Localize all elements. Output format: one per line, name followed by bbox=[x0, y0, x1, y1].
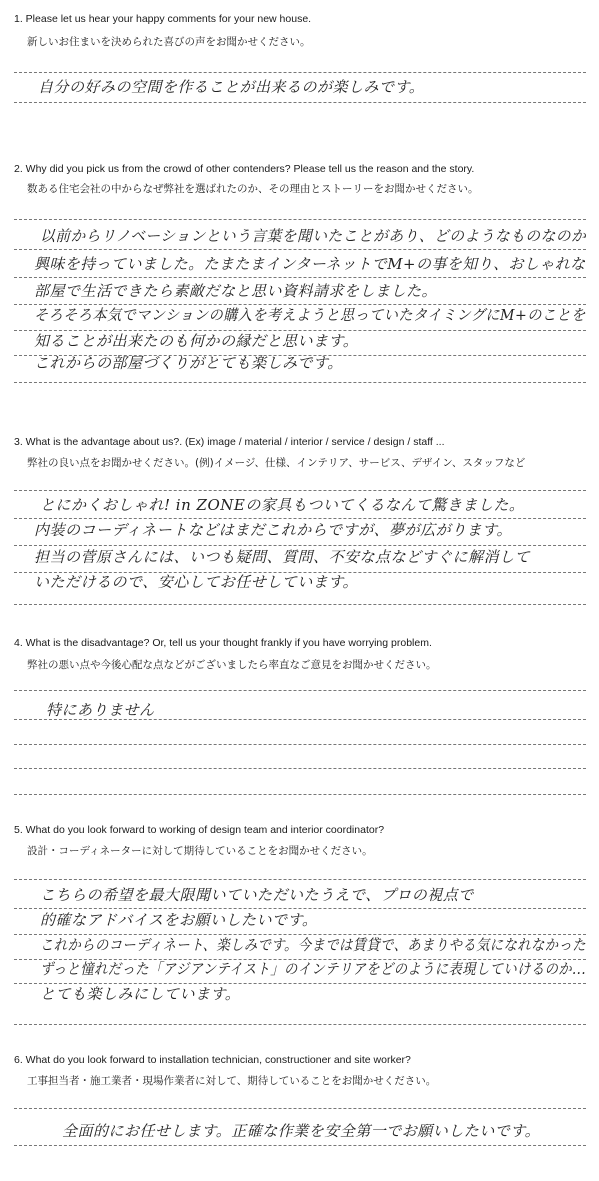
answer-4-line-1: 特にありません bbox=[46, 701, 155, 719]
answer-2-line-1: 以前からリノベーションという言葉を聞いたことがあり、どのようなものなのか bbox=[40, 227, 587, 245]
answer-3-line-1: とにかくおしゃれ! in ZONEの家具もついてくるなんて驚きました。 bbox=[40, 496, 525, 514]
question-5-japanese: 設計・コーディネーターに対して期待していることをお聞かせください。 bbox=[27, 845, 373, 857]
question-3-english: 3. What is the advantage about us?. (Ex) image / material / interior / service / design / staff ... bbox=[14, 436, 445, 448]
question-1-english: 1. Please let us hear your happy comments for your new house. bbox=[14, 13, 312, 25]
answer-line bbox=[14, 719, 586, 720]
answer-line bbox=[14, 330, 586, 331]
answer-5-line-2: 的確なアドバイスをお願いしたいです。 bbox=[40, 911, 318, 929]
answer-2-line-4: そろそろ本気でマンションの購入を考えようと思っていたタイミングにM+のことを bbox=[34, 306, 586, 324]
answer-5-line-1: こちらの希望を最大限聞いていただいたうえで、プロの視点で bbox=[40, 886, 474, 904]
question-6-english: 6. What do you look forward to installation technician, constructioner and site worker? bbox=[14, 1054, 411, 1066]
answer-line bbox=[14, 382, 586, 383]
question-1-japanese: 新しいお住まいを決められた喜びの声をお聞かせください。 bbox=[27, 36, 311, 48]
answer-line bbox=[14, 545, 586, 546]
answer-5-line-3: これからのコーディネート、楽しみです。今までは賃貸で、あまりやる気になれなかった bbox=[40, 936, 586, 954]
answer-5-line-5: とても楽しみにしています。 bbox=[40, 985, 241, 1003]
question-2-japanese: 数ある住宅会社の中からなぜ弊社を選ばれたのか、その理由とストーリーをお聞かせください。 bbox=[27, 183, 479, 195]
answer-6-line-1: 全面的にお任せします。正確な作業を安全第一でお願いしたいです。 bbox=[62, 1122, 541, 1140]
answer-line bbox=[14, 794, 586, 795]
answer-3-line-2: 内装のコーディネートなどはまだこれからですが、夢が広がります。 bbox=[34, 521, 512, 539]
answer-2-line-2: 興味を持っていました。たまたまインターネットでM+の事を知り、おしゃれな bbox=[34, 255, 586, 273]
answer-line bbox=[14, 72, 586, 73]
answer-line bbox=[14, 690, 586, 691]
answer-5-line-4: ずっと憧れだった「アジアンテイスト」のインテリアをどのように表現していけるのか... bbox=[40, 960, 586, 978]
answer-1-line-1: 自分の好みの空間を作ることが出来るのが楽しみです。 bbox=[38, 78, 425, 96]
answer-line bbox=[14, 934, 586, 935]
question-5-english: 5. What do you look forward to working of design team and interior coordinator? bbox=[14, 824, 385, 836]
answer-line bbox=[14, 277, 586, 278]
answer-line bbox=[14, 1145, 586, 1146]
answer-line bbox=[14, 490, 586, 491]
question-2-english: 2. Why did you pick us from the crowd of other contenders? Please tell us the reason and the story. bbox=[14, 163, 475, 175]
answer-line bbox=[14, 983, 586, 984]
answer-line bbox=[14, 908, 586, 909]
answer-line bbox=[14, 249, 586, 250]
question-6-japanese: 工事担当者・施工業者・現場作業者に対して、期待していることをお聞かせください。 bbox=[27, 1075, 437, 1087]
answer-line bbox=[14, 604, 586, 605]
answer-line bbox=[14, 1108, 586, 1109]
answer-2-line-6: これからの部屋づくりがとても楽しみです。 bbox=[34, 354, 343, 372]
answer-3-line-3: 担当の菅原さんには、いつも疑問、質問、不安な点などすぐに解消して bbox=[34, 548, 531, 566]
question-4-japanese: 弊社の悪い点や今後心配な点などがございましたら率直なご意見をお聞かせください。 bbox=[27, 659, 437, 671]
answer-2-line-3: 部屋で生活できたら素敵だなと思い資料請求をしました。 bbox=[34, 282, 438, 300]
answer-line bbox=[14, 102, 586, 103]
answer-line bbox=[14, 768, 586, 769]
answer-line bbox=[14, 304, 586, 305]
answer-line bbox=[14, 219, 586, 220]
question-3-japanese: 弊社の良い点をお聞かせください。(例)イメージ、仕様、インテリア、サービス、デザイン、スタッフなど bbox=[27, 457, 526, 469]
answer-line bbox=[14, 1024, 586, 1025]
question-4-english: 4. What is the disadvantage? Or, tell us your thought frankly if you have worrying problem. bbox=[14, 637, 432, 649]
answer-3-line-4: いただけるので、安心してお任せしています。 bbox=[34, 573, 359, 591]
answer-line bbox=[14, 518, 586, 519]
answer-line bbox=[14, 744, 586, 745]
answer-line bbox=[14, 879, 586, 880]
answer-2-line-5: 知ることが出来たのも何かの縁だと思います。 bbox=[34, 332, 359, 350]
